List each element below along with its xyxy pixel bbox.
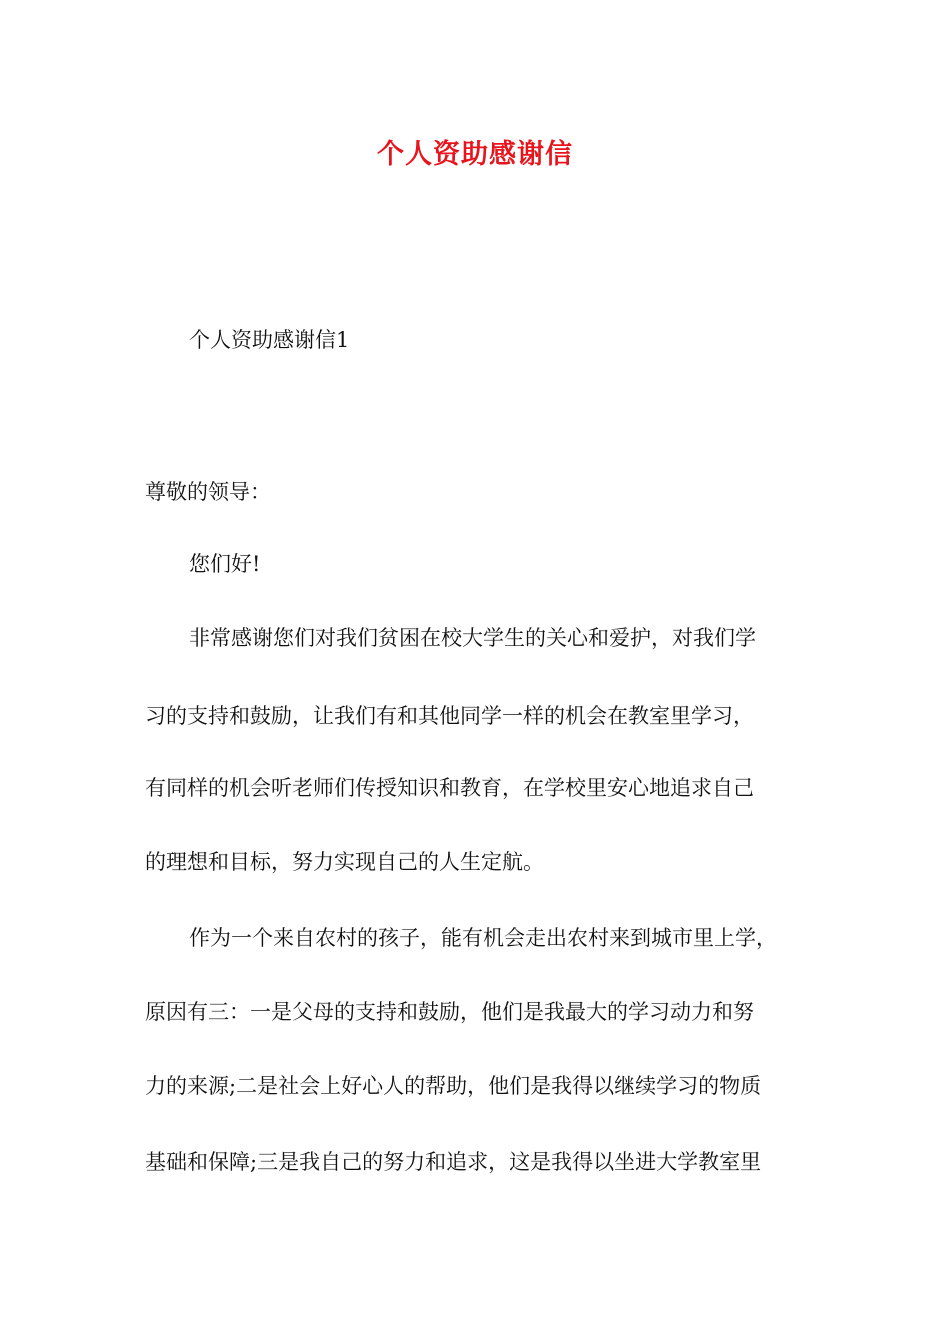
paragraph-line: 基础和保障;三是我自己的努力和追求，这是我得以坐进大学教室里 — [145, 1150, 762, 1174]
paragraph-line: 非常感谢您们对我们贫困在校大学生的关心和爱护，对我们学 — [189, 626, 756, 650]
paragraph-line: 力的来源;二是社会上好心人的帮助，他们是我得以继续学习的物质 — [145, 1074, 762, 1098]
paragraph-line: 习的支持和鼓励，让我们有和其他同学一样的机会在教室里学习， — [145, 704, 754, 728]
greeting: 您们好! — [189, 552, 261, 576]
document-title: 个人资助感谢信 — [377, 139, 573, 170]
paragraph-line: 的理想和目标，努力实现自己的人生定航。 — [145, 850, 544, 874]
paragraph-line: 原因有三：一是父母的支持和鼓励，他们是我最大的学习动力和努 — [145, 1000, 754, 1024]
paragraph-line: 有同样的机会听老师们传授知识和教育，在学校里安心地追求自己 — [145, 776, 754, 800]
paragraph-line: 作为一个来自农村的孩子，能有机会走出农村来到城市里上学， — [189, 926, 777, 950]
letter-subtitle: 个人资助感谢信1 — [189, 328, 350, 352]
salutation: 尊敬的领导： — [145, 480, 271, 504]
